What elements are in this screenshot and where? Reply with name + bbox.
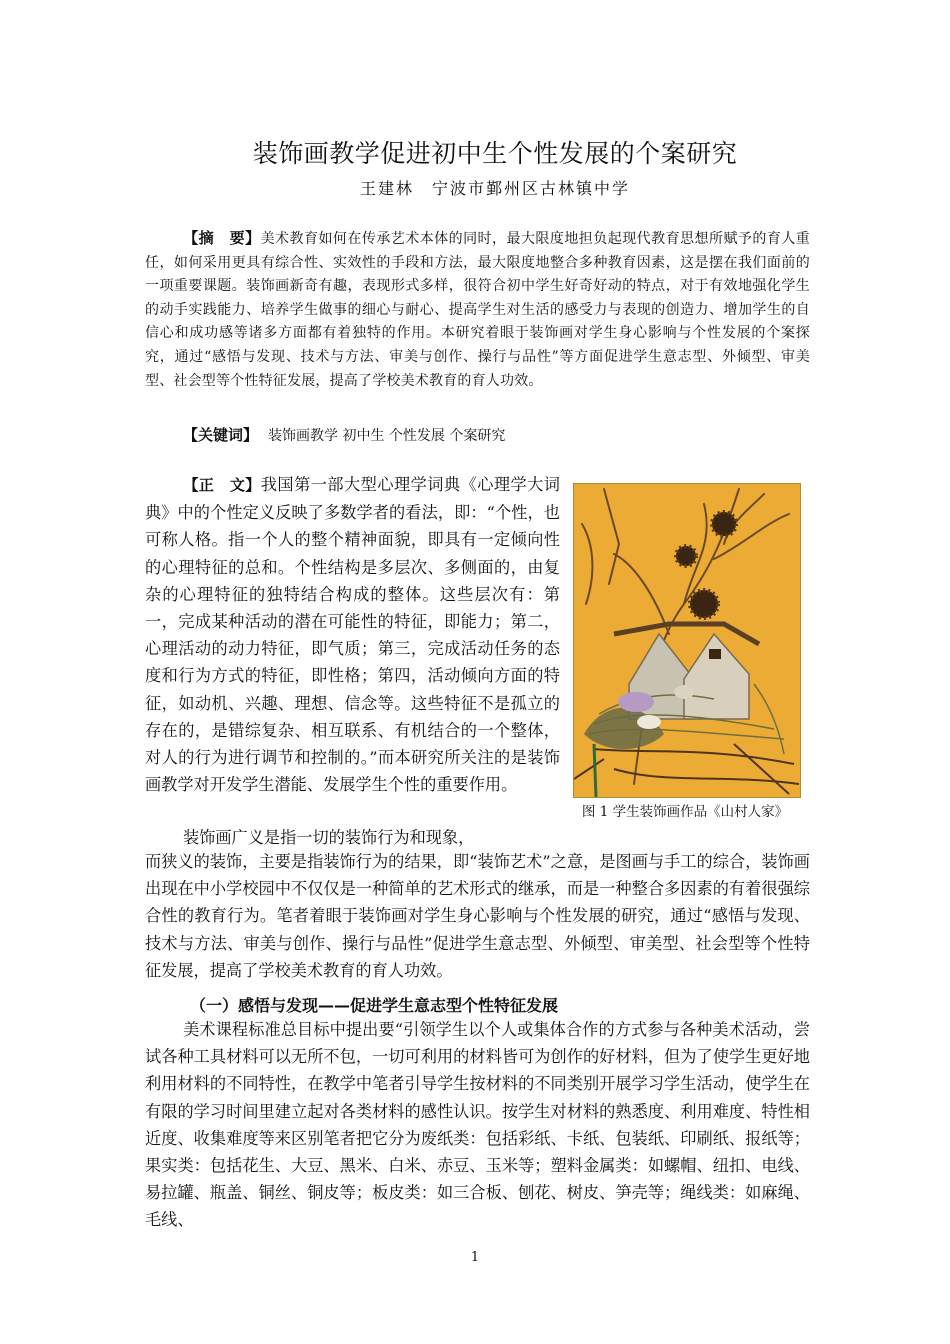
body-paragraph-1-text: 我国第一部大型心理学词典《心理学大词典》中的个性定义反映了多数学者的看法，即：“个性，也可称人格。指一个人的整个精神面貌，即具有一定倾向性的心理特征的总和。个性结构是多层次、多侧面的，由复杂的心理特征的独特结合构成的整体。这些层次有：第一，完成某种活动的潜在可能性的特征，即能力；第二，心理活动的动力特征，即气质；第三，完成活动任务的态度和行为方式的特征，即性格；第四，活动倾向方面的特征，如动机、兴趣、理想、信念等。这些特征不是孤立的存在的，是错综复杂、相互联系、有机结合的一个整体，对人的行为进行调节和控制的。”而本研究所关注的是装饰画教学对开发学生潜能、发展学生个性的重要作用。	[145, 475, 560, 795]
figure-caption: 图 1 学生装饰画作品《山村人家》	[581, 804, 789, 820]
paper-title: 装饰画教学促进初中生个性发展的个案研究	[252, 139, 738, 168]
page-number: 1	[470, 1250, 480, 1265]
keywords-text: 装饰画教学 初中生 个性发展 个案研究	[268, 428, 506, 444]
abstract	[145, 227, 810, 393]
abstract-text: 美术教育如何在传承艺术本体的同时，最大限度地担负起现代教育思想所赋予的育人重任，如何采用更具有综合性、实效性的手段和方法，最大限度地整合多种教育因素，这是摆在我们面前的一项重要课题。装饰画新奇有趣，表现形式多样，很符合初中学生好奇好动的特点，对于有效地强化学生的动手实践能力、培养学生做事的细心与耐心、提高学生对生活的感受力与表现的创造力、增加学生的自信心和成功感等诸多方面都有着独特的作用。本研究着眼于装饰画对学生身心影响与个性发展的个案探究，通过“感悟与发现、技术与方法、审美与创作、操行与品性”等方面促进学生意志型、外倾型、审美型、社会型等个性特征发展，提高了学校美术教育的育人功效。	[145, 231, 810, 389]
body-paragraph-2: 而狭义的装饰，主要是指装饰行为的结果，即“装饰艺术”之意，是图画与手工的综合，装饰画出现在中小学校园中不仅仅是一种简单的艺术形式的继承，而是一种整合多因素的有着很强综合性的教育行为。笔者着眼于装饰画对学生身心影响与个性发展的研究，通过“感悟与发现、技术与方法、审美与创作、操行与品性”促进学生意志型、外倾型、审美型、社会型等个性特征发展，提高了学校美术教育的育人功效。	[145, 852, 810, 980]
body-paragraph-1	[145, 471, 560, 798]
abstract-label: 【摘 要】	[183, 229, 261, 247]
keywords-label: 【关键词】	[183, 426, 259, 444]
author-line: 王建林 宁波市鄞州区古林镇中学	[359, 179, 630, 198]
body-paragraph-2-start-text: 装饰画广义是指一切的装饰行为和现象，	[183, 828, 475, 847]
section-heading-1: （一）感悟与发现——促进学生意志型个性特征发展	[190, 996, 559, 1015]
keywords	[145, 424, 810, 445]
section-1-paragraph	[145, 1016, 810, 1234]
body-label: 【正 文】	[183, 476, 261, 494]
section-1-paragraph-text: 美术课程标准总目标中提出要“引领学生以个人或集体合作的方式参与各种美术活动，尝试各种工具材料可以无所不包，一切可利用的材料皆可为创作的好材料，但为了使学生更好地利用材料的不同特性，在教学中笔者引导学生按材料的不同类别开展学习学生活动，使学生在有限的学习时间里建立起对各类材料的感性认识。按学生对材料的熟悉度、利用难度、特性相近度、收集难度等来区别笔者把它分为废纸类：包括彩纸、卡纸、包装纸、印刷纸、报纸等；果实类：包括花生、大豆、黑米、白米、赤豆、玉米等；塑料金属类：如螺帽、纽扣、电线、易拉罐、瓶盖、铜丝、铜皮等；板皮类：如三合板、刨花、树皮、笋壳等；绳线类：如麻绳、毛线、	[145, 1020, 810, 1230]
figure-artwork-image	[573, 483, 801, 798]
